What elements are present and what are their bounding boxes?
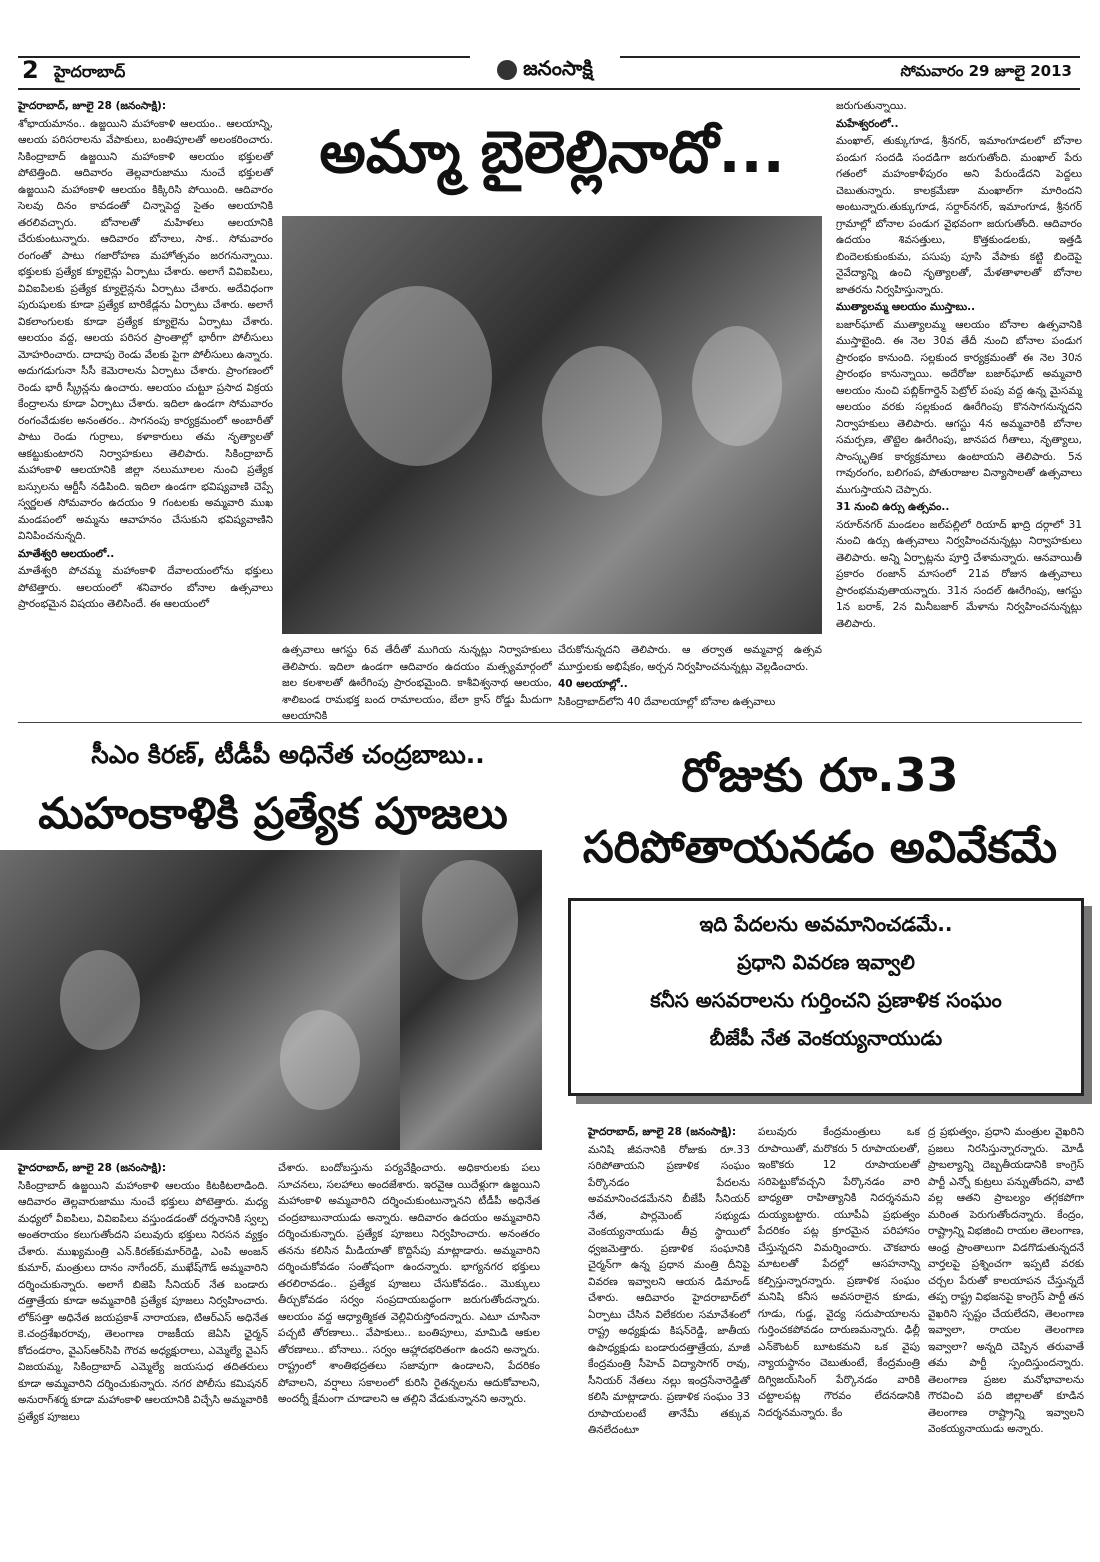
article1-sub-maheshwaram: మహేశ్వరంలో..: [836, 117, 899, 130]
article1-headline: అమ్మా బైలెల్లినాదో...: [319, 118, 785, 186]
logo-text: జనంసాక్షి: [523, 55, 593, 80]
article1-col1: [18, 98, 273, 714]
article2-photo-inset: [400, 850, 542, 1150]
photo-face-6: [422, 860, 518, 980]
photo-face-3: [692, 326, 782, 446]
article1-sub-mutyalamma: ముత్యాలమ్మ ఆలయం ముస్తాబు..: [836, 301, 976, 313]
article1-col4a-text: జరుగుతున్నాయి.: [836, 100, 907, 112]
article3-col3-text: ద్ర ప్రభుత్వం, ప్రధాని మంత్రుల వైఖరిని ప్రజలు నిరసిస్తున్నారన్నారు. మోడీ ప్రాబల్యాన్ని దెబ్బతీయడానికి కాంగ్రెస్ పార్టీ ఎన్నో కుట్రలు పన్నుతోందని, వాటి వల్ల ఆతని ప్రాబల్యం తగ్గకపోగా మరింత పెరుగుతోందన్నారు. కేంద్రం, రాష్ట్రాన్ని విభజించి రాయల తెలంగాణ, ఆంధ్ర ప్రాంతాలుగా విడగొడుతున్నదనే వార్తలపై ప్రశ్నించగా ఇప్పటి వరకు చర్చల పేరుతో కాలయాపన చేస్తున్నదే తప్ప రాష్ట్ర విభజనపై కాంగ్రెస్ పార్టీ తన వైఖరిని స్పష్టం చేయలేదని, తెలంగాణ ఇవ్వాలా, రాయల తెలంగాణ ఇవ్వాలా? అన్నది చెప్పిన తరువాతే తమ పార్టీ స్పందిస్తుందన్నారు. తెలంగాణ ప్రజల మనోభావాలను గౌరవించి పది జిల్లాలతో కూడిన తెలంగాణ రాష్ట్రాన్ని ఇవ్వాలని వెంకయ్యనాయుడు అన్నారు.: [928, 1126, 1084, 1435]
article1-col1-text: శోభాయమానం.. ఉజ్జయిని మహాంకాళి ఆలయం.. ఆలయాన్ని, ఆలయ పరిసరాలను వేపాకులు, బంతిపూలతో అలంకరించారు. సికింద్రాబాద్ ఉజ్జయిని మహాంకాళి ఆలయం భక్తులతో పోటెత్తింది. ఆదివారం తెల్లవారుజాము నుంచే భక్తులతో ఉజ్జయిని మహాంకాళి ఆలయం కిక్కిరిసి పోయింది. ఆదివారం సెలవు దినం కావడంతో చిన్నాపెద్ద సైతం ఆలయానికి తరలివచ్చారు. బోనాలతో మహిళలు ఆలయానికి చేరుకుంటున్నారు. ఆదివారం బోనాలు, సాక.. సోమవారం రంగంతో పాటు గజారోహణ మహోత్సవం జరగనున్నాయి. భక్తులకు ప్రత్యేక క్యూలైన్లు ఏర్పాటు చేశారు. అలాగే వివిఐపిలు, వివిఐపిలకు ప్రత్యేక క్యూలైన్లను ఏర్పాటు చేశారు. అదేవిధంగా పురుషులకు కూడా ప్రత్యేక బారికేడ్లను ఏర్పాటు చేశారు. అలాగే వికలాంగులకు కూడా ప్రత్యేక క్యూలైను ఏర్పాటు చేశారు. ఆలయం వద్ద, ఆలయ పరిసర ప్రాంతాల్లో భారీగా పోలీసులు మోహరించారు. దాదాపు రెండు వేలకు పైగా పోలీసులు ఉన్నారు. అదుగడుగునా సీసీ కెమెరాలను ఏర్పాటు చేశారు. ప్రాంగణంలో రెండు భారీ స్క్రీన్లను ఉంచారు. ఆలయం చుట్టూ ప్రసాద విక్రయ కేంద్రాలను కూడా ఏర్పాటు చేశారు. ఇదిలా ఉండగా సోమవారం రంగంవేడుకల అనంతరం.. సాగనంపు కార్యక్రమంలో అంబారీతో పాటు రెండు గుర్రాలు, కళాకారులు తమ నృత్యాలతో ఆకట్టుకుంటారని నిర్వాహకులు తెలిపారు. సికింద్రాబాద్ మహాంకాళి ఆలయానికి జిల్లా నలుమూలల నుంచి ప్రత్యేక బస్సులను ఆర్టీసీ నడిపింది. ఇదిలా ఉండగా భవిష్యవాణి చెప్పే స్వర్ణలత సోమవారం ఉదయం 9 గంటలకు అమ్మవారి ముఖ మండపంలో అమ్మను ఆవాహనం చేసుకుని భవిష్యవాణిని వినిపించనున్నది.: [18, 117, 273, 542]
article3-col2-text: పలువురు కేంద్రమంత్రులు ఒక రూపాయితో, మరొకరు 5 రూపాయలతో, ఇంకొకరు 12 రూపాయలతో సరిపెట్టుకోవచ్చని పేర్కొనడం వారి బాధ్యతా రాహిత్యానికి నిదర్శనమని దుయ్యబట్టారు. యూపీఏ ప్రభుత్వం పేదరికం పట్ల క్రూరమైన పరిహాసం చేస్తున్నదని విమర్శించారు. చౌకబారు మాటలతో పేదల్లో ఆసహనాన్ని కల్పిస్తున్నారన్నారు. ప్రణాళిక సంఘం మనిషి కనీస అవసరాలైన కూడు, గూడు, గుడ్డ, వైద్య సదుపాయాలను గుర్తించకపోవడం దారుణమన్నారు. ఢిల్లీ ఎన్‌కౌంటర్ బూటకమని ఒక వైపు న్యాయస్థానం చెబుతుంటే, కేంద్రమంత్రి దిగ్విజయ్‌సింగ్ పేర్కొనడం వారికి చట్టాలపట్ల గౌరవం లేదనడానికి నిదర్శనమన్నారు. కేం: [758, 1126, 920, 1419]
box-line-3: కనీస అసవరాలను గుర్తించని ప్రణాళిక సంఘం: [650, 988, 1002, 1012]
box-line-2: ప్రధాని వివరణ ఇవ్వాలి: [737, 950, 915, 974]
article1-col4-text: మంఖాల్, తుక్కుగూడ, శ్రీనగర్, ఇమాంగూడలలో బోనాల పండుగ సందడి సందడిగా జరుగుతోంది. మంఖాల్ పేరు గతంలో మహంకాళీపురం అని పేరుండేదని పెద్దలు చెబుతున్నారు. కాలక్రమేణా మంఖాల్‌గా మారిందని అంటున్నారు.తుక్కుగూడ, సర్దార్‌నగర్, ఇమాంగూడ, శ్రీనగర్ గ్రామాల్లో బోనాల పండుగ వైభవంగా జరుగుతోంది. ఆదివారం ఉదయం శివసత్తులు, కొత్తకుండలకు, ఇత్తడి బిందెలకుకుంకుమ, పసుపు పూసి వేపాకు కట్టి బిందెపై నైవేద్యాన్ని ఉంచి నృత్యాలతో, మేళతాళాలతో బోనాల జాతరను నిర్వహిస్తున్నారు.: [836, 135, 1082, 296]
article3-headline-line1: రోజుకు రూ.33: [681, 748, 959, 802]
article1-photo: [282, 216, 822, 634]
article1-col3b-text: సికింద్రాబాద్‌లోని 40 దేవాలయాల్లో బోనాల ఉత్సవాలు: [558, 695, 776, 708]
box-line-1: ఇది పేదలను అవమానించడమే..: [699, 912, 953, 936]
article1-col3-text: చేరుకోనున్నదని తెలిపారు. ఆ తర్వాత అమ్మవార్ల ఉత్సవ మూర్తులకు అభిషేకం, అర్చన నిర్వహించనున్నట్లు వెల్లడించారు.: [558, 644, 822, 673]
article1-sub-matheshwari: మాతేశ్వరి ఆలయంలో..: [18, 547, 115, 560]
article2-col2: [278, 1160, 540, 1518]
article1-col2: [282, 642, 552, 722]
photo-face-2: [542, 346, 662, 496]
issue-date: సోమవారం 29 జూలై 2013: [900, 62, 1072, 80]
section-divider: [18, 722, 1082, 723]
article1-col3: [558, 642, 822, 714]
box-line-4: బీజేపీ నేత వెంకయ్యనాయుడు: [709, 1026, 943, 1050]
article2-kicker: సీఎం కిరణ్, టీడీపీ అధినేత చంద్రబాబు..: [91, 740, 485, 769]
article2-col1-text: సికింద్రాబాద్ ఉజ్జయిని మహాంకాళి ఆలయం కిటకిటలాడింది. ఆదివారం తెల్లవారుజాము నుంచే భక్తులు పోటెత్తారు. మధ్య మధ్యలో వీఐపిలు, వివిఐపిలు వస్తుండడంతో దర్శనానికి స్వల్ప అంతరాయం కలుగుతోందని పలువురు భక్తులు నిరసన వ్యక్తం చేశారు. ముఖ్యమంత్రి ఎన్.కిరణ్‌కుమార్‌రెడ్డి, ఎంపి అంజన్ కుమార్, మంత్రులు దానం నాగేందర్, ముఖేష్‌గౌడ్ అమ్మవారిని దర్శించుకున్నారు. అలాగే బిజెపి సీనియర్ నేత బండారు దత్తాత్రేయ కూడా అమ్మవారికి ప్రత్యేక పూజలు నిర్వహించారు. లోక్‌సత్తా అధినేత జయప్రకాశ్ నారాయణ, టిఆర్ఎస్ అధినేత కె.చంద్రశేఖరరావు, తెలంగాణ రాజకీయ జెఏసి ఛైర్మన్ కోదండరాం, వైఎస్ఆర్‌సిపి గౌరవ అధ్యక్షురాలు, ఎమ్మెల్యే వైఎస్ విజయమ్మ, సికింద్రాబాద్ ఎమ్మెల్యే జయసుధ తదితరులు కూడా అమ్మవారిని దర్శించుకున్నారు. నగర పోలీసు కమిషనర్ అనురాగ్‌శర్మ కూడా మహాంకాళి ఆలయానికి విచ్చేసి అమ్మవారికి ప్రత్యేక పూజలు: [18, 1179, 268, 1423]
article3-col3: [928, 1124, 1084, 1520]
article2-headline: మహంకాళికి ప్రత్యేక పూజలు: [38, 789, 508, 839]
page-number: 2: [22, 56, 39, 84]
article3-col1: [588, 1124, 750, 1520]
article3-dateline: హైదరాబాద్, జూలై 28 (జనంసాక్షి):: [588, 1126, 737, 1138]
article3-col1-text: మనిషి జీవనానికి రోజుకు రూ.33 సరిపోతాయని ప్రణాళిక సంఘం పేర్కొనడం పేదలను అవమానించడమేనని బీజేపీ సీనియర్ నేత, పార్లమెంట్ సభ్యుడు వెంకయ్యనాయుడు తీవ్ర స్థాయిలో ధ్వజమెత్తారు. ప్రణాళిక సంఘానికి చైర్మన్‌గా ఉన్న ప్రధాన మంత్రి దీనిపై వివరణ ఇవ్వాలని ఆయన డిమాండ్ చేశారు. ఆదివారం హైదరాబాద్‌లో ఏర్పాటు చేసిన విలేకరుల సమావేశంలో రాష్ట్ర అధ్యక్షుడు కిషన్‌రెడ్డి, జాతీయ ఉపాధ్యక్షుడు బండారుదత్తాత్రేయ, మాజీ కేంద్రమంత్రి సీహెచ్ విద్యాసాగర్ రావు, సీనియర్ నేతలు నల్లు ఇంద్రసేనారెడ్డితో కలిసి మాట్లాడారు. ప్రణాళిక సంఘం 33 రూపాయలంటే తానేమీ తక్కువ తినలేదంటూ: [588, 1143, 750, 1436]
page-city: హైదరాబాద్: [54, 62, 126, 81]
logo-emblem-icon: [497, 60, 517, 80]
article1-sub-40-temples: 40 ఆలయాల్లో..: [558, 678, 628, 690]
article3-highlight-box: [568, 898, 1084, 1096]
article2-photo-main: [0, 850, 400, 1150]
photo-face-1: [342, 286, 492, 466]
article1-dateline: హైదరాబాద్, జూలై 28 (జనంసాక్షి):: [18, 100, 167, 112]
article3-headline-line2: సరిపోతాయనడం అవివేకమే: [582, 822, 1058, 873]
newspaper-logo: [470, 54, 620, 86]
article1-col4c-text: సరూర్‌నగర్ మండలం జల్‌పల్లిలో రియాద్ ఖాద్రి దర్గాలో 31 నుంచి ఉర్సు ఉత్సవాలు నిర్వహించనున్నట్లు నిర్వాహకులు తెలిపారు. అన్ని ఏర్పాట్లను పూర్తి చేశామన్నారు. ఆనవాయితీ ప్రకారం రంజాన్ మాసంలో 21వ రోజున ఉత్సవాలు ప్రారంభమవుతాయన్నారు. 31న సందల్ ఊరేగింపు, ఆగస్టు 1న బరాక్, 2న మినీబజార్ మేళాను నిర్వహించనున్నట్లు తెలిపారు.: [836, 518, 1082, 630]
article1-col1b-text: మాతేశ్వరి పోచమ్మ మహాంకాళి దేవాలయంలోను భక్తులు పోటెత్తారు. ఆలయంలో శనివారం బోనాల ఉత్సవాలు ప్రారంభమైన విషయం తెలిసిందే. ఈ ఆలయంలో: [18, 565, 273, 610]
photo-face-4: [60, 950, 140, 1050]
article1-col4: [836, 98, 1082, 698]
article1-col2-text: ఉత్సవాలు ఆగస్టు 6వ తేదీతో ముగియ నున్నట్లు నిర్వాహకులు తెలిపారు. ఇదిలా ఉండగా ఆదివారం ఉదయం మత్స్యమార్గంలో జల కలశాలతో ఊరేగింపు ప్రారంభమైంది. కాశీవిశ్వనాథ ఆలయం, శాలిబండ రామభక్త బంద రామాలయం, బేలా క్రాస్ రోడ్డు మీదుగా ఆలయానికి: [282, 644, 552, 722]
article3-col2: [758, 1124, 920, 1520]
photo-face-5: [280, 1010, 360, 1110]
article2-dateline: హైదరాబాద్, జూలై 28 (జనంసాక్షి):: [18, 1162, 167, 1174]
article2-col2-text: చేశారు. బందోబస్తును పర్యవేక్షించారు. అధికారులకు పలు సూచనలు, సలహాలు అందజేశారు. ఇరవైఆ యిదేళ్లుగా ఉజ్జయిని మహాంకాళి అమ్మవారిని దర్శించుకుంటున్నానని టీడీపీ అధినేత చంద్రబాబునాయుడు అన్నారు. ఆదివారం ఉదయం అమ్మవారిని దర్శించుకున్నారు. ప్రత్యేక పూజలు నిర్వహించారు. అనంతరం తనను కలిసిన మీడియాతో కొద్దిసేపు మాట్లాడారు. అమ్మవారిని దర్శించుకోవడం సంతోషంగా ఉందన్నారు. భాగ్యనగర భక్తులు తరలిరావడం.. ప్రత్యేక పూజలు చేసుకోవడం.. మొక్కులు తీర్చుకోవడం సర్వం సంప్రదాయబద్ధంగా జరుగుతోందన్నారు. ఆలయం వద్ద ఆధ్యాత్మికత వెల్లివిరుస్తోందన్నారు. ఎటూ చూసినా పచ్చటి తోరణాలు.. వేపాకులు.. బంతిపూలు, మామిడి ఆకుల తోరణాలు.. బోనాలు.. సర్వం ఆహ్లాదభరితంగా ఉందని అన్నారు. రాష్ట్రంలో శాంతిభద్రతలు సజావుగా ఉండాలని, పేదరికం పోవాలని, వర్షాలు సకాలంలో కురిసి రైతన్నలను ఆదుకోవాలని, అందర్నీ క్షేమంగా చూడాలని ఆ తల్లిని వేడుకున్నానని అన్నారు.: [278, 1162, 540, 1405]
article2-col1: [18, 1160, 268, 1518]
article1-col4b-text: బజార్‌ఘాట్ ముత్యాలమ్మ ఆలయం బోనాల ఉత్సవానికి ముస్తాబైంది. ఈ నెల 30వ తేదీ నుంచి బోనాల పండుగ ప్రారంభం కానుంది. సల్లకుంద కార్యక్రమంతో ఈ నెల 30న ప్రారంభం కానున్నాయి. అదేరోజు బజార్‌ఘాట్ అమ్మవారి ఆలయం నుంచి పబ్లిక్‌గార్డెన్ పెట్రోల్ పంపు వద్ద ఉన్న మైసమ్మ ఆలయం వరకు సల్లకుంద ఊరేగింపు కొనసాగనున్నదని నిర్వాహకులు తెలిపారు. ఆగస్టు 4న అమ్మవారికి బోనాల సమర్పణ, తొట్టెల ఊరేగింపు, జానపద గీతాలు, నృత్యాలు, సాంస్కృతిక కార్యక్రమాలు ఉంటాయని తెలిపారు. 5న గావురంగం, బలిగంప, పోతురాజుల విన్యాసాలతో ఉత్సవాలు ముగుస్తాయని చెప్పారు.: [836, 318, 1082, 496]
article1-sub-urs: 31 నుంచి ఉర్సు ఉత్సవం..: [836, 501, 950, 513]
